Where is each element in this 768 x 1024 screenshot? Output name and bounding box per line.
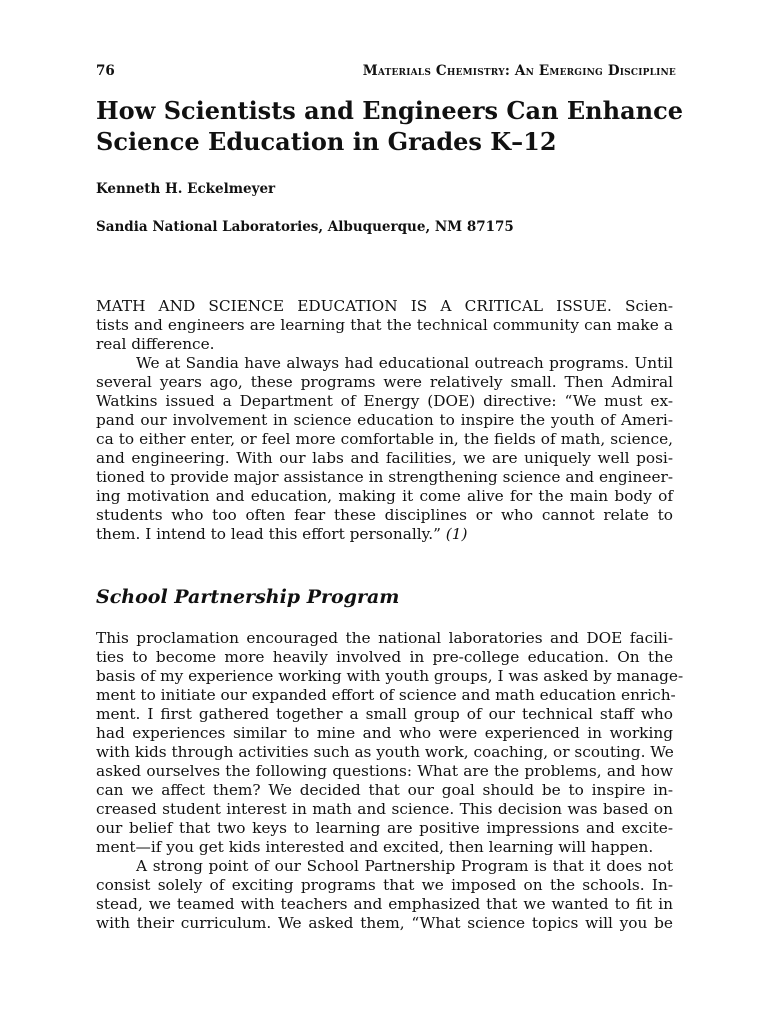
text-line: ca to either enter, or feel more comfortable in, the fields of math, science, <box>96 430 673 448</box>
title-line: How Scientists and Engineers Can Enhance <box>96 96 683 125</box>
text-line: several years ago, these programs were relatively small. Then Admiral <box>96 373 673 391</box>
text-line: pand our involvement in science education to inspire the youth of Ameri- <box>96 411 673 429</box>
author-affiliation: Sandia National Laboratories, Albuquerque, NM 87175 <box>96 219 514 235</box>
text-line: tists and engineers are learning that the technical community can make a <box>96 316 673 334</box>
article-title <box>96 95 696 157</box>
running-header <box>96 63 676 83</box>
text-line: asked ourselves the following questions: What are the problems, and how <box>96 762 673 780</box>
text-line-content: them. I intend to lead this effort personally.” <box>96 525 441 543</box>
text-line: and engineering. With our labs and facilities, we are uniquely well posi- <box>96 449 673 467</box>
text-line <box>96 525 673 544</box>
text-line: We at Sandia have always had educational outreach programs. Until <box>136 354 673 372</box>
text-line: Watkins issued a Department of Energy (DOE) directive: “We must ex- <box>96 392 673 410</box>
section-heading: School Partnership Program <box>96 586 400 608</box>
text-line: consist solely of exciting programs that we imposed on the schools. In- <box>96 876 673 894</box>
title-line: Science Education in Grades K–12 <box>96 127 557 156</box>
text-line: ment. I first gathered together a small group of our technical staff who <box>96 705 673 723</box>
text-line: ment—if you get kids interested and excited, then learning will happen. <box>96 838 654 856</box>
text-line: real difference. <box>96 335 215 353</box>
text-line: our belief that two keys to learning are positive impressions and excite- <box>96 819 673 837</box>
text-line: students who too often fear these disciplines or who cannot relate to <box>96 506 673 524</box>
text-line: can we affect them? We decided that our goal should be to inspire in- <box>96 781 673 799</box>
text-line: ties to become more heavily involved in pre-college education. On the <box>96 648 673 666</box>
journal-title: Materials Chemistry: An Emerging Discipline <box>362 63 676 79</box>
text-line: with kids through activities such as youth work, coaching, or scouting. We <box>96 743 674 761</box>
text-line: A strong point of our School Partnership Program is that it does not <box>136 857 673 875</box>
text-line: basis of my experience working with youth groups, I was asked by manage- <box>96 667 684 685</box>
text-line: ing motivation and education, making it come alive for the main body of <box>96 487 673 505</box>
text-line: had experiences similar to mine and who were experienced in working <box>96 724 673 742</box>
page-number: 76 <box>96 63 115 79</box>
text-line: ment to initiate our expanded effort of science and math education enrich- <box>96 686 676 704</box>
author-name: Kenneth H. Eckelmeyer <box>96 181 276 197</box>
text-line: stead, we teamed with teachers and emphasized that we wanted to fit in <box>96 895 673 913</box>
intro-section <box>96 297 673 544</box>
citation-reference: (1) <box>445 525 468 543</box>
text-line: with their curriculum. We asked them, “What science topics will you be <box>96 914 673 932</box>
text-line: creased student interest in math and science. This decision was based on <box>96 800 673 818</box>
text-line: tioned to provide major assistance in strengthening science and engineer- <box>96 468 673 486</box>
school-partnership-section <box>96 629 684 933</box>
text-line: MATH AND SCIENCE EDUCATION IS A CRITICAL ISSUE. Scien- <box>96 297 673 315</box>
text-line: This proclamation encouraged the national laboratories and DOE facili- <box>96 629 673 647</box>
